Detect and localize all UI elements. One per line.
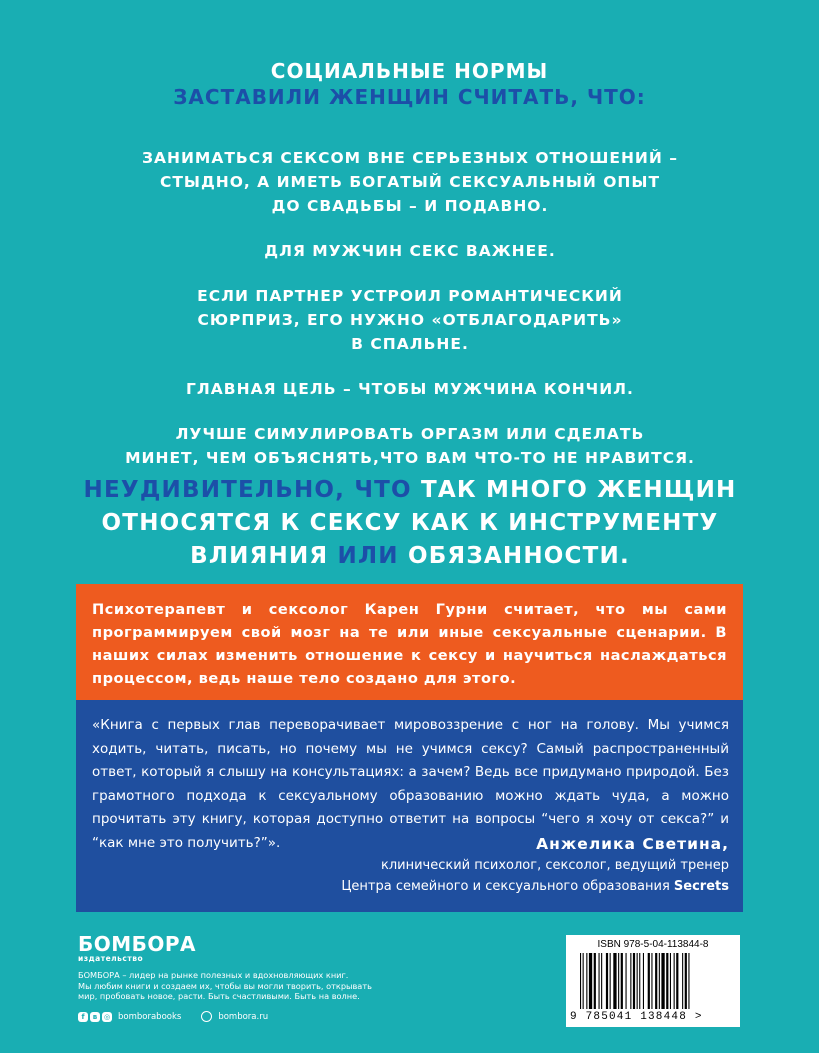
barcode-bar: [618, 953, 619, 1009]
barcode-bar: [685, 953, 687, 1009]
barcode-bar: [630, 953, 631, 1009]
barcode-bar: [648, 953, 650, 1009]
publisher-desc-line: Мы любим книги и создаем их, чтобы вы могли творить, открывать: [78, 980, 372, 991]
barcode-bar: [688, 953, 689, 1009]
barcode-bar: [666, 953, 668, 1009]
barcode-bar: [643, 953, 644, 1009]
norm-line: В СПАЛЬНЕ.: [351, 335, 469, 353]
publisher-logo: [78, 934, 196, 964]
instagram-icon[interactable]: ◎: [103, 1012, 111, 1021]
barcode-bar: [682, 953, 683, 1009]
isbn-barcode: [566, 935, 740, 1027]
author-role-2: [341, 876, 729, 897]
barcode-bar: [633, 953, 635, 1009]
barcode-bar: [674, 953, 675, 1009]
barcode-bar: [651, 953, 652, 1009]
norm-line: МИНЕТ, ЧЕМ ОБЪЯСНЯТЬ,ЧТО ВАМ ЧТО-ТО НЕ НРАВИТСЯ.: [125, 449, 695, 467]
norms-list: [90, 146, 730, 491]
isbn-number: ISBN 978-5-04-113844-8: [597, 939, 709, 950]
conclusion-text-1: ТАК МНОГО ЖЕНЩИН: [411, 477, 737, 503]
author-role-2-text: Центра семейного и сексуального образования: [341, 879, 674, 894]
headline-line2: ЗАСТАВИЛИ ЖЕНЩИН СЧИТАТЬ, ЧТО:: [173, 85, 646, 109]
norm-line: СЮРПРИЗ, ЕГО НУЖНО «ОТБЛАГОДАРИТЬ»: [197, 311, 623, 329]
barcode-bar: [659, 953, 660, 1009]
facebook-icon[interactable]: f: [78, 1012, 88, 1022]
author-name: Анжелика Светина,: [536, 835, 729, 853]
norm-line: ГЛАВНАЯ ЦЕЛЬ – ЧТОБЫ МУЖЧИНА КОНЧИЛ.: [186, 380, 634, 398]
norm-line: ДЛЯ МУЖЧИН СЕКС ВАЖНЕЕ.: [264, 242, 556, 260]
norm-item: [90, 422, 730, 470]
norm-line: ЛУЧШЕ СИМУЛИРОВАТЬ ОРГАЗМ ИЛИ СДЕЛАТЬ: [175, 425, 645, 443]
norm-line: ЗАНИМАТЬСЯ СЕКСОМ ВНЕ СЕРЬЕЗНЫХ ОТНОШЕНИЙ –: [141, 149, 679, 167]
headline-line1: СОЦИАЛЬНЫЕ НОРМЫ: [270, 59, 549, 83]
barcode-bar: [637, 953, 638, 1009]
norm-item: [90, 377, 730, 401]
barcode-bar: [661, 953, 664, 1009]
conclusion-statement: [60, 474, 760, 573]
norm-line: СТЫДНО, А ИМЕТЬ БОГАТЫЙ СЕКСУАЛЬНЫЙ ОПЫТ: [159, 173, 661, 191]
annotation-box: [76, 584, 743, 700]
conclusion-line2: ОТНОСЯТСЯ К СЕКСУ КАК К ИНСТРУМЕНТУ: [101, 510, 719, 536]
barcode-bar: [599, 953, 600, 1009]
barcode-bar: [655, 953, 657, 1009]
norm-line: ЕСЛИ ПАРТНЕР УСТРОИЛ РОМАНТИЧЕСКИЙ: [197, 287, 623, 305]
barcode-digits: 9 785041 138448 >: [570, 1011, 703, 1023]
conclusion-line1: [60, 474, 760, 507]
review-quote: «Книга с первых глав переворачивает мировоззрение с ног на голову. Мы учимся ходить, читать, писать, но почему мы не учимся сексу? Самый распространенный ответ, который я слышу на консультациях: а зачем? Ведь все придумано природой. Без грамотного подхода к сексуальному образованию можно ждать чуда, а можно прочитать эту книгу, которая доступно ответит на вопросы “чего я хочу от секса?” и “как мне это получить?”».: [92, 717, 729, 851]
author-role-2-brand: Secrets: [673, 879, 729, 894]
website-link[interactable]: bombora.ru: [218, 1011, 269, 1022]
publisher-brand: БОМБОРА: [78, 932, 197, 956]
barcode-bar: [613, 953, 616, 1009]
social-icons: [78, 1012, 112, 1022]
barcode-bars: [578, 953, 728, 1009]
social-handle[interactable]: bomborabooks: [118, 1011, 182, 1022]
barcode-bar: [670, 953, 671, 1009]
norm-item: [90, 146, 730, 218]
barcode-bar: [626, 953, 627, 1009]
publisher-sub: издательство: [78, 954, 144, 963]
conclusion-text-4: ОБЯЗАННОСТИ.: [398, 543, 630, 569]
barcode-bar: [639, 953, 640, 1009]
annotation-text: Психотерапевт и сексолог Карен Гурни считает, что мы сами программируем свой мозг на те или иные сексуальные сценарии. В наших силах изменить отношение к сексу и научиться наслаждаться процессом, ведь наше тело создано для этого.: [92, 601, 727, 687]
publisher-desc-line: мир, пробовать новое, расти. Быть счастливыми. Быть на волне.: [78, 991, 360, 1001]
norm-item: [90, 284, 730, 356]
conclusion-text-3: ВЛИЯНИЯ: [190, 543, 338, 569]
publisher-desc-line: БОМБОРА – лидер на рынке полезных и вдохновляющих книг.: [78, 970, 349, 980]
conclusion-line3: [60, 540, 760, 573]
barcode-bar: [580, 953, 581, 1009]
barcode-bar: [601, 953, 602, 1009]
barcode-bar: [583, 953, 584, 1009]
vk-icon[interactable]: в: [90, 1012, 100, 1022]
review-box: [76, 700, 743, 912]
barcode-bar: [586, 953, 587, 1009]
norm-line: ДО СВАДЬБЫ – И ПОДАВНО.: [271, 197, 549, 215]
publisher-social: [78, 1011, 268, 1022]
publisher-description: [78, 970, 408, 1002]
review-author: [341, 833, 729, 897]
barcode-bar: [676, 953, 678, 1009]
website-icon: [201, 1011, 212, 1022]
barcode-bar: [594, 953, 596, 1009]
barcode-bar: [610, 953, 611, 1009]
barcode-bar: [589, 953, 592, 1009]
conclusion-highlight-2: ИЛИ: [337, 543, 399, 569]
norm-item: [90, 239, 730, 263]
barcode-bar: [606, 953, 608, 1009]
author-role-1: клинический психолог, сексолог, ведущий тренер: [380, 858, 729, 873]
conclusion-highlight-1: НЕУДИВИТЕЛЬНО, ЧТО: [83, 477, 412, 503]
barcode-bar: [621, 953, 623, 1009]
